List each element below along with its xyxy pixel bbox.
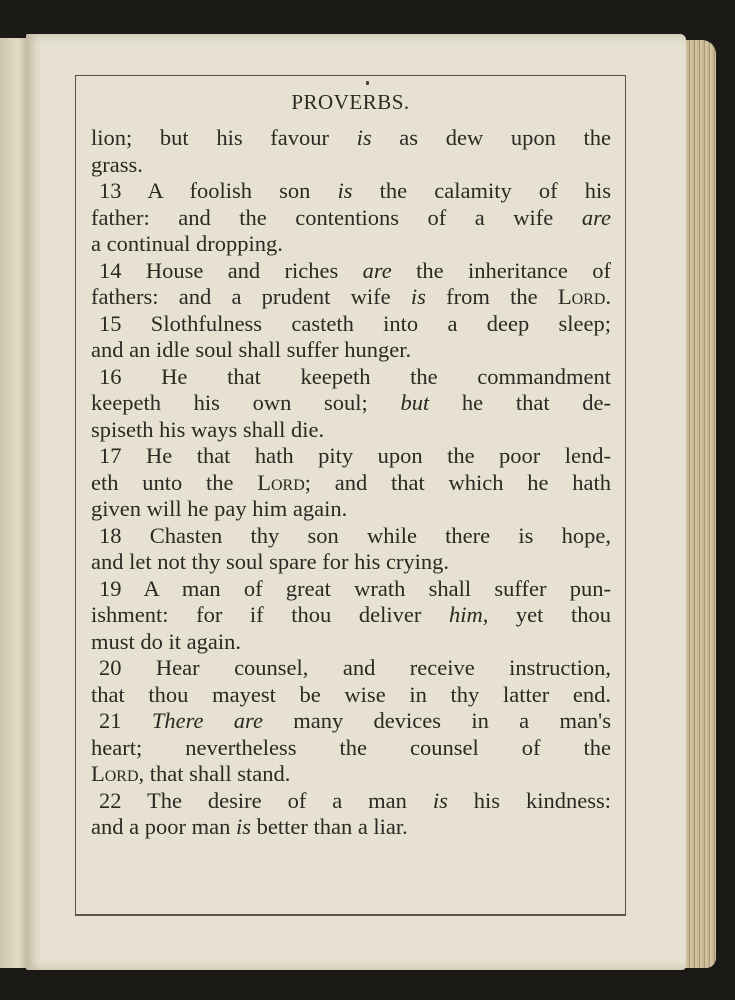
text-line [91, 655, 611, 682]
text-line [91, 523, 611, 550]
text-run: as dew upon the [371, 125, 611, 150]
text-run: , yet thou [482, 602, 611, 627]
small-caps-text: Lord [257, 469, 305, 495]
text-line [91, 629, 611, 656]
text-run: given will he pay him again. [91, 496, 348, 521]
text-run: 17 He that hath pity upon the poor lend- [99, 443, 611, 468]
text-line [91, 152, 611, 179]
text-run: 15 Slothfulness casteth into a deep sleep; [99, 310, 611, 336]
text-run: he that de- [429, 390, 611, 415]
italic-text: is [432, 787, 448, 813]
italic-text: him [448, 602, 483, 627]
italic-text: is [356, 125, 372, 150]
text-run: 20 Hear counsel, and receive instruction, [99, 655, 611, 680]
text-run: 16 He that keepeth the commandment [99, 363, 611, 389]
text-run: 19 A man of great wrath shall suffer pun- [99, 575, 611, 601]
text-line [91, 682, 611, 709]
body-text [91, 125, 611, 841]
text-frame [75, 75, 626, 916]
text-line [91, 708, 611, 735]
text-run: 13 A foolish son [99, 178, 338, 203]
text-line [91, 178, 611, 205]
text-line [91, 337, 611, 364]
text-run: lion; but his favour [91, 125, 357, 150]
text-run: 14 House and riches [99, 257, 363, 283]
text-line [91, 284, 611, 311]
text-run: keepeth his own soul; [91, 390, 401, 415]
text-line [91, 311, 611, 338]
text-line [91, 205, 611, 232]
text-run: that thou mayest be wise in thy latter end. [91, 681, 611, 707]
italic-text: is [235, 814, 251, 839]
text-run: . [605, 284, 611, 309]
text-line [91, 814, 611, 841]
text-run: from the [425, 284, 558, 309]
italic-text: is [337, 178, 353, 203]
text-run: many devices in a man's [262, 708, 611, 733]
text-run: heart; nevertheless the counsel of the [91, 734, 611, 760]
text-line [91, 258, 611, 285]
text-line [91, 496, 611, 523]
text-run: and a poor man [91, 814, 236, 839]
text-run: must do it again. [91, 628, 241, 654]
text-line [91, 417, 611, 444]
text-run: better than a liar. [250, 814, 408, 839]
text-line [91, 788, 611, 815]
italic-text: but [400, 390, 430, 415]
text-line [91, 443, 611, 470]
text-line [91, 125, 611, 152]
italic-text: is [410, 284, 426, 309]
text-run: ; and that which he hath [304, 469, 611, 495]
small-caps-text: Lord [91, 761, 139, 786]
text-run: the inheritance of [391, 257, 611, 283]
book-page [26, 34, 686, 970]
text-line [91, 364, 611, 391]
text-line [91, 602, 611, 629]
text-run: and an idle soul shall suffer hunger. [91, 337, 412, 362]
text-line [91, 761, 611, 788]
text-run: 22 The desire of a man [99, 787, 433, 813]
text-run: eth unto the [91, 469, 258, 495]
text-run: 18 Chasten thy son while there is hope, [99, 522, 611, 548]
text-run: grass. [91, 151, 143, 177]
text-run: the calamity of his [352, 178, 611, 203]
text-run: and let not thy soul spare for his crying. [91, 549, 450, 574]
text-run: fathers: and a prudent wife [91, 284, 411, 309]
italic-text: There are [151, 708, 263, 733]
text-line [91, 231, 611, 258]
text-line [91, 735, 611, 762]
text-line [91, 390, 611, 417]
text-run: father: and the contentions of a wife [91, 204, 582, 230]
italic-text: are [362, 257, 392, 283]
text-run: , that shall stand. [138, 761, 291, 786]
small-caps-text: Lord [557, 284, 606, 309]
italic-text: are [581, 204, 611, 230]
text-run: spiseth his ways shall die. [91, 416, 325, 442]
text-run: ishment: for if thou deliver [91, 602, 449, 627]
text-line [91, 470, 611, 497]
text-line [91, 549, 611, 576]
running-head: PROVERBS. [291, 90, 410, 114]
text-run: 21 [99, 708, 152, 733]
text-line [91, 576, 611, 603]
text-run: his kindness: [447, 787, 611, 813]
text-run: a continual dropping. [91, 231, 283, 256]
